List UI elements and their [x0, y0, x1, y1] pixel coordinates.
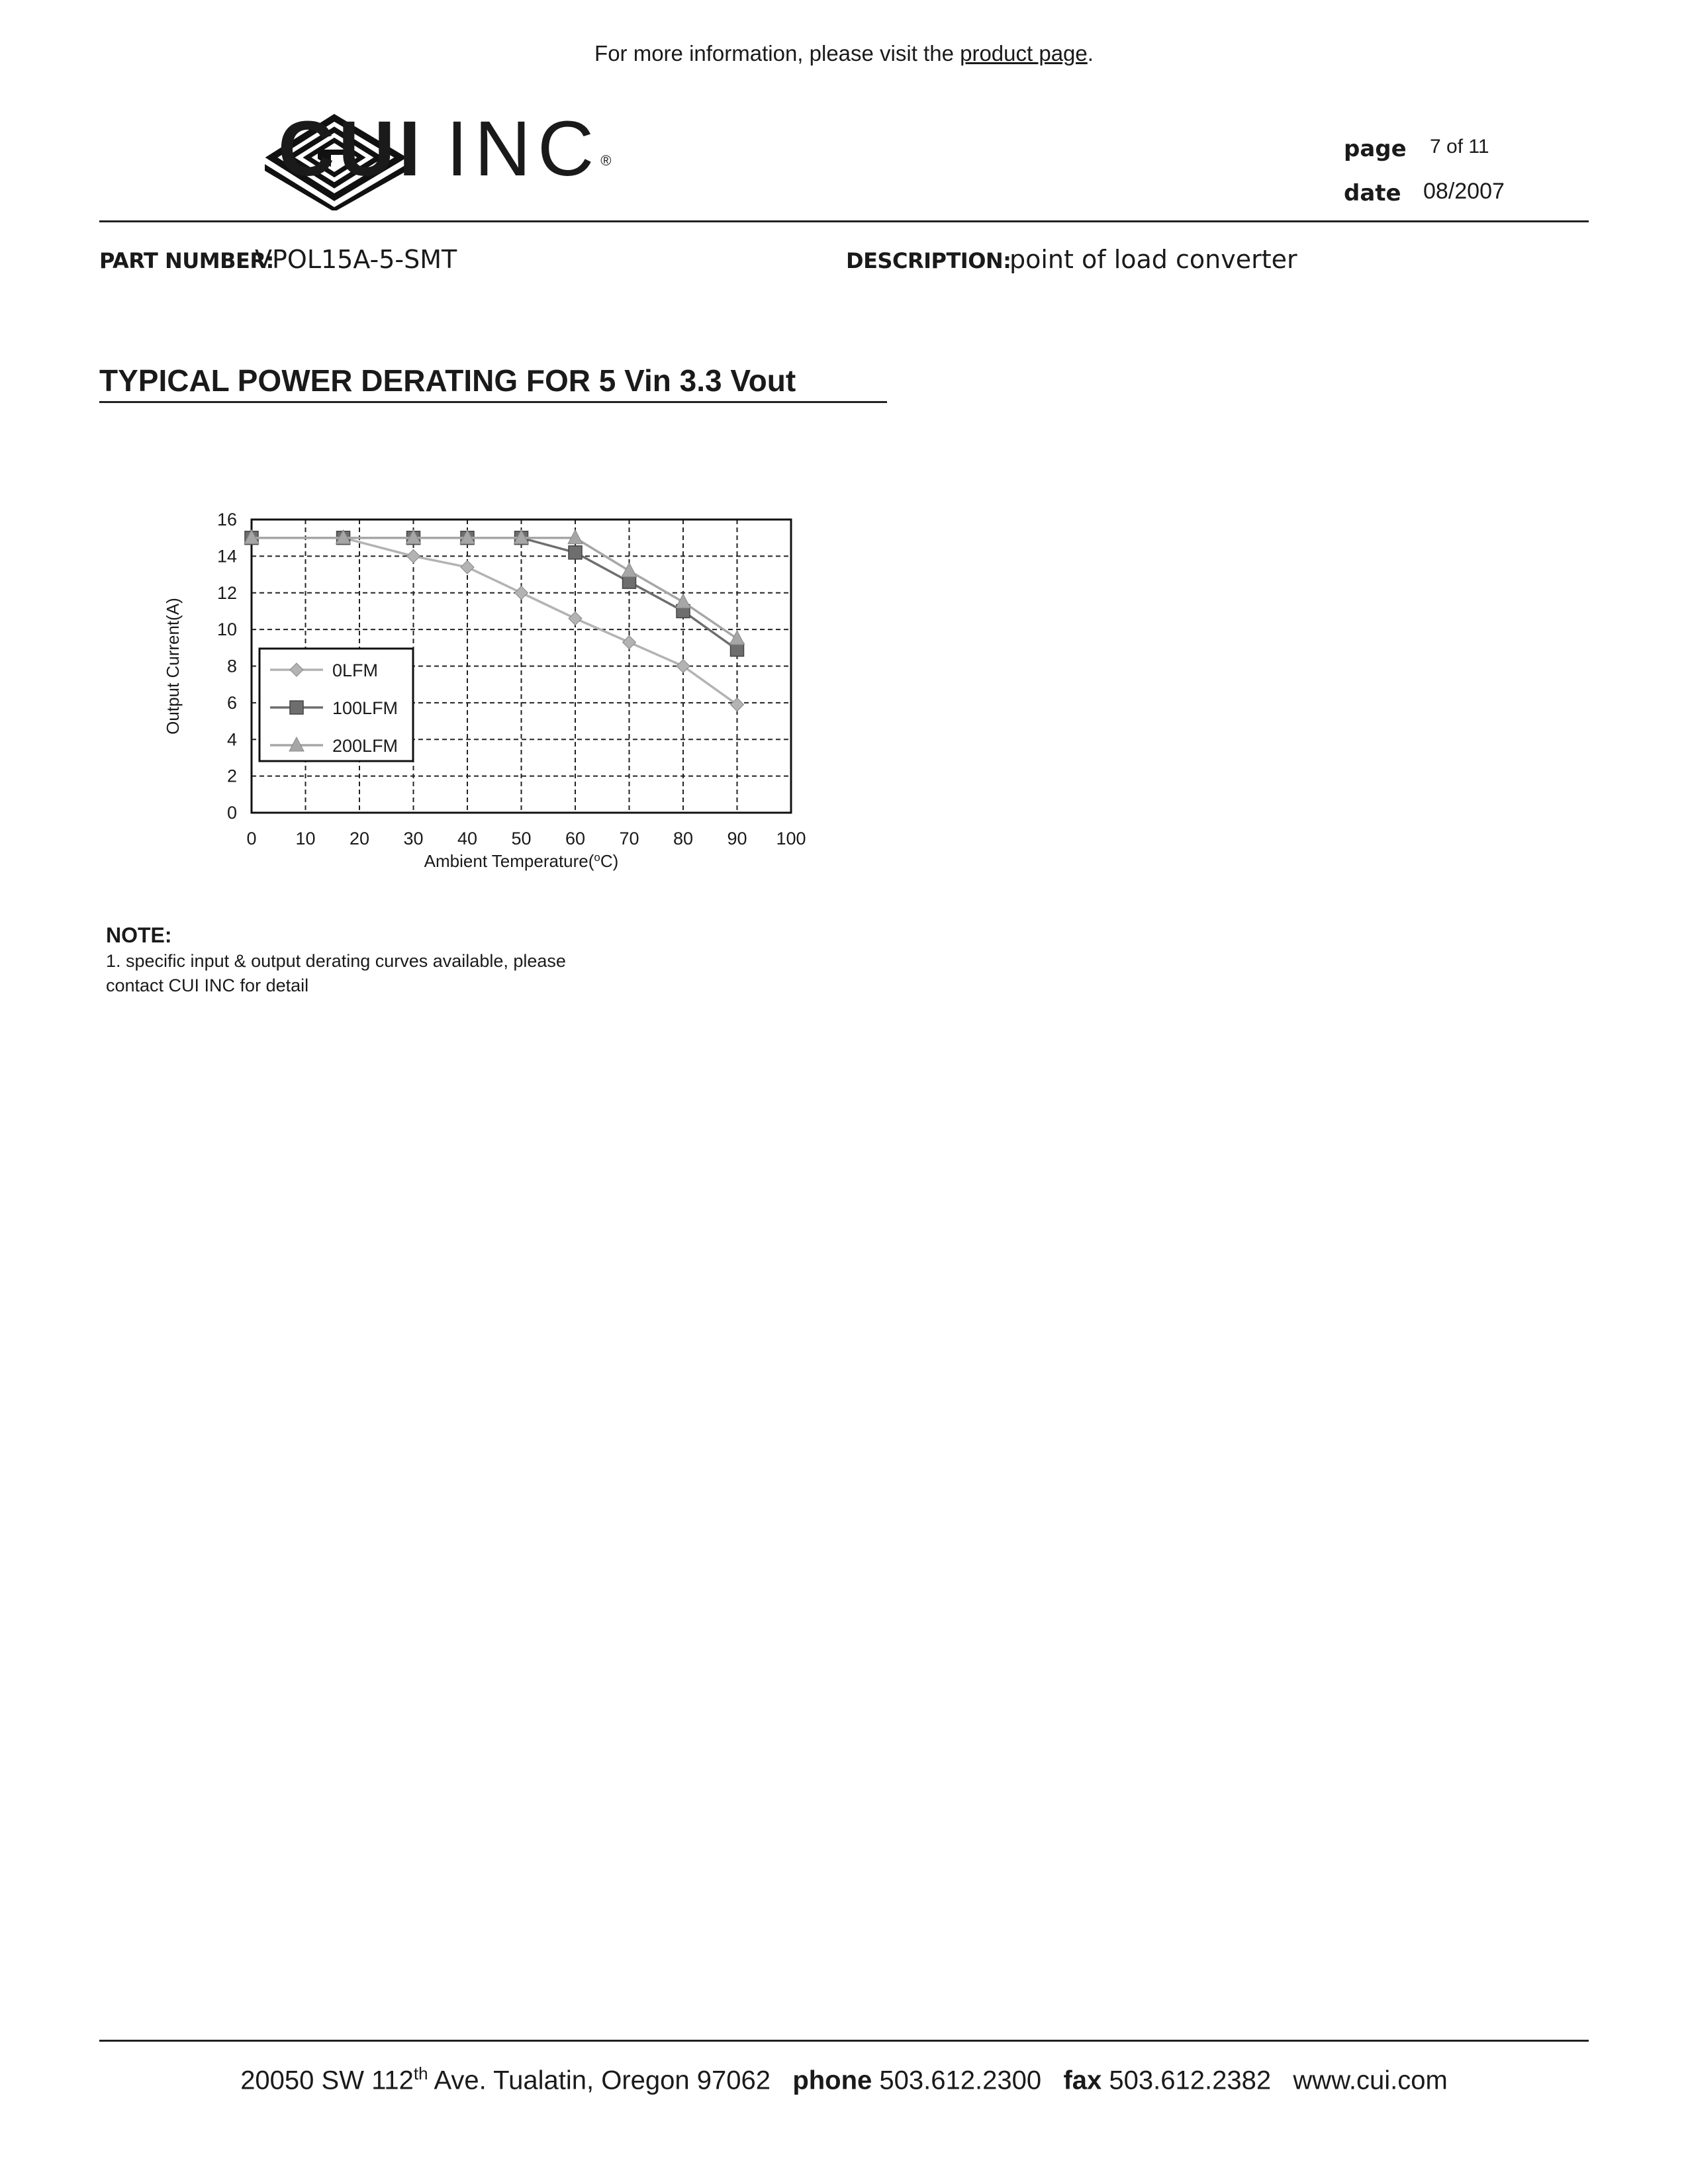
x-tick-label: 100 [776, 829, 806, 848]
section-title-underline [99, 401, 887, 403]
legend-swatch-marker [290, 701, 303, 714]
data-point [569, 612, 582, 625]
y-tick-label: 8 [226, 656, 237, 676]
part-number-label: PART NUMBER: [99, 248, 274, 273]
product-page-link[interactable]: product page [960, 41, 1088, 66]
data-point [731, 643, 744, 657]
note-line-1: 1. specific input & output derating curves available, please [106, 951, 566, 971]
date-value: 08/2007 [1423, 179, 1505, 204]
data-point [569, 546, 582, 559]
top-notice-suffix: . [1087, 41, 1094, 66]
x-tick-label: 60 [565, 829, 586, 848]
footer-website-link[interactable]: www.cui.com [1293, 2066, 1448, 2095]
y-axis-ticks [217, 510, 237, 823]
x-tick-label: 30 [403, 829, 424, 848]
top-notice [0, 41, 1688, 66]
data-point [676, 594, 690, 608]
footer-phone-label: phone [792, 2066, 872, 2095]
y-tick-label: 10 [216, 619, 237, 640]
footer-fax-label: fax [1063, 2066, 1102, 2095]
y-tick-label: 16 [216, 510, 237, 529]
data-point [730, 631, 745, 645]
footer-divider [99, 2040, 1589, 2042]
x-axis-ticks [246, 829, 806, 848]
data-point [461, 561, 474, 574]
logo-wordmark-thin: INC [446, 105, 601, 193]
y-axis-label: Output Current(A) [163, 598, 183, 735]
date-label: date [1344, 180, 1401, 206]
x-tick-label: 20 [349, 829, 370, 848]
data-point [515, 586, 528, 600]
footer-phone-value: 503.612.2300 [879, 2066, 1042, 2095]
logo-wordmark [278, 106, 611, 192]
y-tick-label: 12 [216, 582, 237, 603]
page-number: 7 of 11 [1430, 136, 1489, 158]
legend-label: 0LFM [332, 660, 379, 680]
registered-mark: ® [600, 152, 612, 169]
footer-address-end: Ave. Tualatin, Oregon 97062 [428, 2066, 771, 2095]
legend-label: 100LFM [332, 698, 399, 718]
y-tick-label: 6 [226, 692, 237, 713]
page-label: page [1344, 136, 1407, 162]
part-number-value: VPOL15A-5-SMT [255, 245, 457, 274]
note-title: NOTE: [106, 923, 172, 947]
top-notice-text: For more information, please visit the [594, 41, 954, 66]
x-tick-label: 50 [511, 829, 532, 848]
footer-address-sup: th [413, 2064, 428, 2083]
section-title: TYPICAL POWER DERATING FOR 5 Vin 3.3 Vout [99, 363, 796, 398]
note-line-2: contact CUI INC for detail [106, 976, 309, 995]
series-line [252, 538, 737, 650]
x-tick-label: 40 [457, 829, 478, 848]
footer-address-start: 20050 SW 112 [240, 2066, 414, 2095]
x-axis-label: Ambient Temperature($^o$C) [424, 850, 619, 871]
legend-label: 200LFM [332, 736, 399, 756]
logo-wordmark-bold: CUI [278, 105, 425, 193]
x-tick-label: 80 [673, 829, 694, 848]
y-tick-label: 2 [226, 766, 237, 786]
series-line [252, 538, 737, 639]
x-tick-label: 70 [619, 829, 639, 848]
y-tick-label: 0 [226, 803, 237, 823]
data-point [623, 636, 636, 649]
x-tick-label: 90 [727, 829, 747, 848]
header-divider [99, 220, 1589, 222]
y-tick-label: 4 [226, 729, 237, 750]
footer-fax-value: 503.612.2382 [1109, 2066, 1272, 2095]
x-tick-label: 10 [295, 829, 316, 848]
footer-contact [0, 2064, 1688, 2095]
series-200LFM [244, 530, 745, 645]
data-point [623, 575, 636, 588]
description-label: DESCRIPTION: [846, 248, 1011, 273]
power-derating-chart [152, 496, 814, 880]
data-point [622, 563, 637, 577]
description-value: point of load converter [1009, 245, 1297, 274]
chart-legend [259, 649, 413, 761]
y-tick-label: 14 [216, 546, 237, 567]
x-tick-label: 0 [246, 829, 257, 848]
data-point [407, 549, 420, 563]
